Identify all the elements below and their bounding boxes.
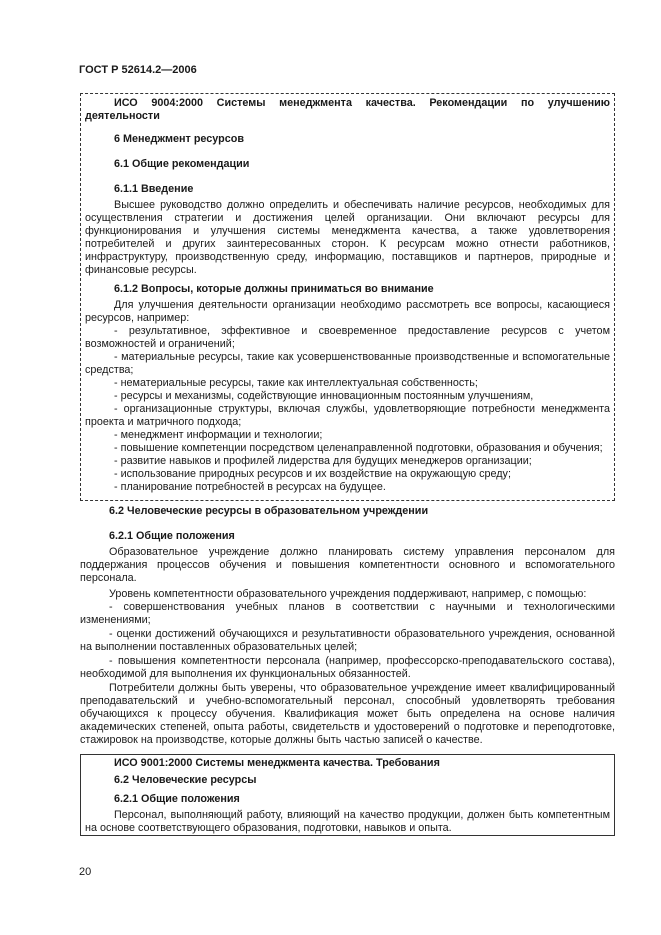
list-item: - ресурсы и механизмы, содействующие инновационным постоянным улучшениям, [114, 390, 534, 402]
iso-9001-title: ИСО 9001:2000 Системы менеджмента качества. Требования [114, 757, 440, 769]
paragraph: Образовательное учреждение должно планировать систему управления персоналом для поддержания процессов обучения и повышения компетентности основного и вспомогательного персонала. [80, 546, 615, 584]
list-item: - планирование потребностей в ресурсах на будущее. [114, 481, 386, 493]
section-6-2-1-heading: 6.2.1 Общие положения [114, 793, 240, 805]
section-6-2-heading: 6.2 Человеческие ресурсы в образовательном учреждении [109, 505, 429, 517]
list-item: - оценки достижений обучающихся и результативности образовательного учреждения, основанной на выполнении поставленных образовательных целей; [80, 628, 615, 653]
document-header: ГОСТ Р 52614.2—2006 [79, 64, 197, 76]
paragraph: Уровень компетентности образовательного учреждения поддерживают, например, с помощью: [109, 588, 587, 600]
list-item: - организационные структуры, включая службы, удовлетворяющие потребности менеджмента проекта и матричного подхода; [85, 403, 610, 428]
main-text-section [80, 505, 615, 747]
list-item: - использование природных ресурсов и их воздействие на окружающую среду; [114, 468, 511, 480]
list-item: - результативное, эффективное и своевременное предоставление ресурсов с учетом возможностей и ограничений; [85, 325, 610, 350]
section-6-2-heading: 6.2 Человеческие ресурсы [114, 774, 257, 786]
section-6-1-2-heading: 6.1.2 Вопросы, которые должны приниматься во внимание [114, 283, 434, 295]
iso-9004-excerpt-box [80, 93, 615, 501]
page-number: 20 [79, 866, 92, 878]
list-item: - нематериальные ресурсы, такие как интеллектуальная собственность; [114, 377, 478, 389]
paragraph: Персонал, выполняющий работу, влияющий на качество продукции, должен быть компетентным на основе соответствующего образования, подготовки, навыков и опыта. [85, 809, 610, 834]
lead-paragraph: Для улучшения деятельности организации необходимо рассмотреть все вопросы, касающиеся ресурсов, например: [85, 299, 610, 324]
paragraph: Потребители должны быть уверены, что образовательное учреждение имеет квалифицированный преподавательский и учебно-вспомогательный персонал, способный удовлетворять требования обучающихся к процессу обучения. Квалификация может быть определена на основе наличия академических степеней, опыта работы, свидетельств и удостоверений о подготовке и переподготовке, стажировок на производстве, которые должны быть частью записей о качестве. [80, 682, 615, 746]
section-6-1-1-heading: 6.1.1 Введение [114, 183, 194, 195]
section-6-2-1-heading: 6.2.1 Общие положения [109, 530, 235, 542]
intro-paragraph: Высшее руководство должно определить и обеспечивать наличие ресурсов, необходимых для осуществления стратегии и достижения целей организации. Они включают ресурсы для функционирования и улучшения системы менеджмента качества, а также удовлетворения потребителей и других заинтересованных сторон. К ресурсам можно отнести работников, инфраструктуру, производственную среду, информацию, поставщиков и партнеров, природные и финансовые ресурсы. [85, 199, 610, 276]
list-item: - менеджмент информации и технологии; [114, 429, 323, 441]
list-item: - материальные ресурсы, такие как усовершенствованные производственные и вспомогательные средства; [85, 351, 610, 376]
iso-9004-title: ИСО 9004:2000 Системы менеджмента качества. Рекомендации по улучшению деятельности [85, 97, 610, 122]
section-6-heading: 6 Менеджмент ресурсов [114, 133, 244, 145]
list-item: - совершенствования учебных планов в соответствии с научными и технологическими изменениями; [80, 601, 615, 626]
section-6-1-heading: 6.1 Общие рекомендации [114, 158, 250, 170]
list-item: - повышение компетенции посредством целенаправленной подготовки, образования и обучения; [114, 442, 603, 454]
iso-9001-excerpt-box [80, 754, 615, 836]
list-item: - повышения компетентности персонала (например, профессорско-преподавательского состава), необходимой для выполнения их функциональных обязанностей. [80, 655, 615, 680]
list-item: - развитие навыков и профилей лидерства для будущих менеджеров организации; [114, 455, 532, 467]
